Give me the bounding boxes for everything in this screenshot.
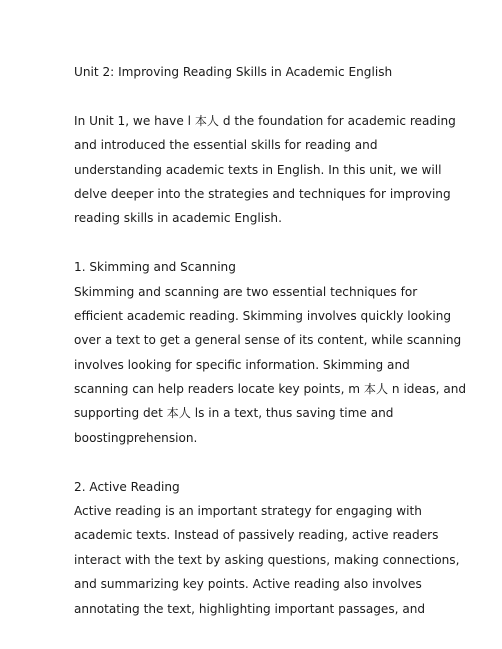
paragraph-line: In Unit 1, we have l 本人 d the foundation for academic reading — [74, 113, 456, 128]
paragraph-line: understanding academic texts in English. In this unit, we will — [74, 162, 442, 177]
paragraph-line: interact with the text by asking questions, making connections, — [74, 552, 460, 567]
paragraph-line: reading skills in academic English. — [74, 211, 282, 226]
paragraph-line: efficient academic reading. Skimming involves quickly looking — [74, 308, 452, 323]
paragraph-line: delve deeper into the strategies and techniques for improving — [74, 186, 451, 201]
paragraph-line: involves looking for specific information. Skimming and — [74, 357, 410, 372]
section-heading: 2. Active Reading — [74, 479, 180, 494]
section-heading: 1. Skimming and Scanning — [74, 260, 236, 275]
paragraph-line: and introduced the essential skills for reading and — [74, 138, 378, 153]
blank-line — [74, 231, 434, 255]
paragraph-line: annotating the text, highlighting important passages, and — [74, 601, 426, 616]
paragraph-line: supporting det 本人 ls in a text, thus saving time and — [74, 406, 394, 421]
section-active-reading — [74, 475, 460, 621]
blank-line — [74, 450, 434, 474]
paragraph-line: scanning can help readers locate key points, m 本人 n ideas, and — [74, 382, 467, 397]
paragraph-line: Skimming and scanning are two essential techniques for — [74, 284, 418, 299]
paragraph-line: boostingprehension. — [74, 430, 198, 445]
blank-line — [74, 84, 434, 108]
paragraph-line: Active reading is an important strategy for engaging with — [74, 504, 422, 519]
paragraph-line: academic texts. Instead of passively reading, active readers — [74, 528, 439, 543]
paragraph-line: and summarizing key points. Active reading also involves — [74, 577, 422, 592]
document-body — [74, 60, 467, 621]
document-title: Unit 2: Improving Reading Skills in Academic English — [74, 65, 393, 79]
paragraph-line: over a text to get a general sense of its content, while scanning — [74, 333, 462, 348]
intro-paragraph — [74, 109, 456, 231]
section-skimming-scanning — [74, 255, 467, 450]
